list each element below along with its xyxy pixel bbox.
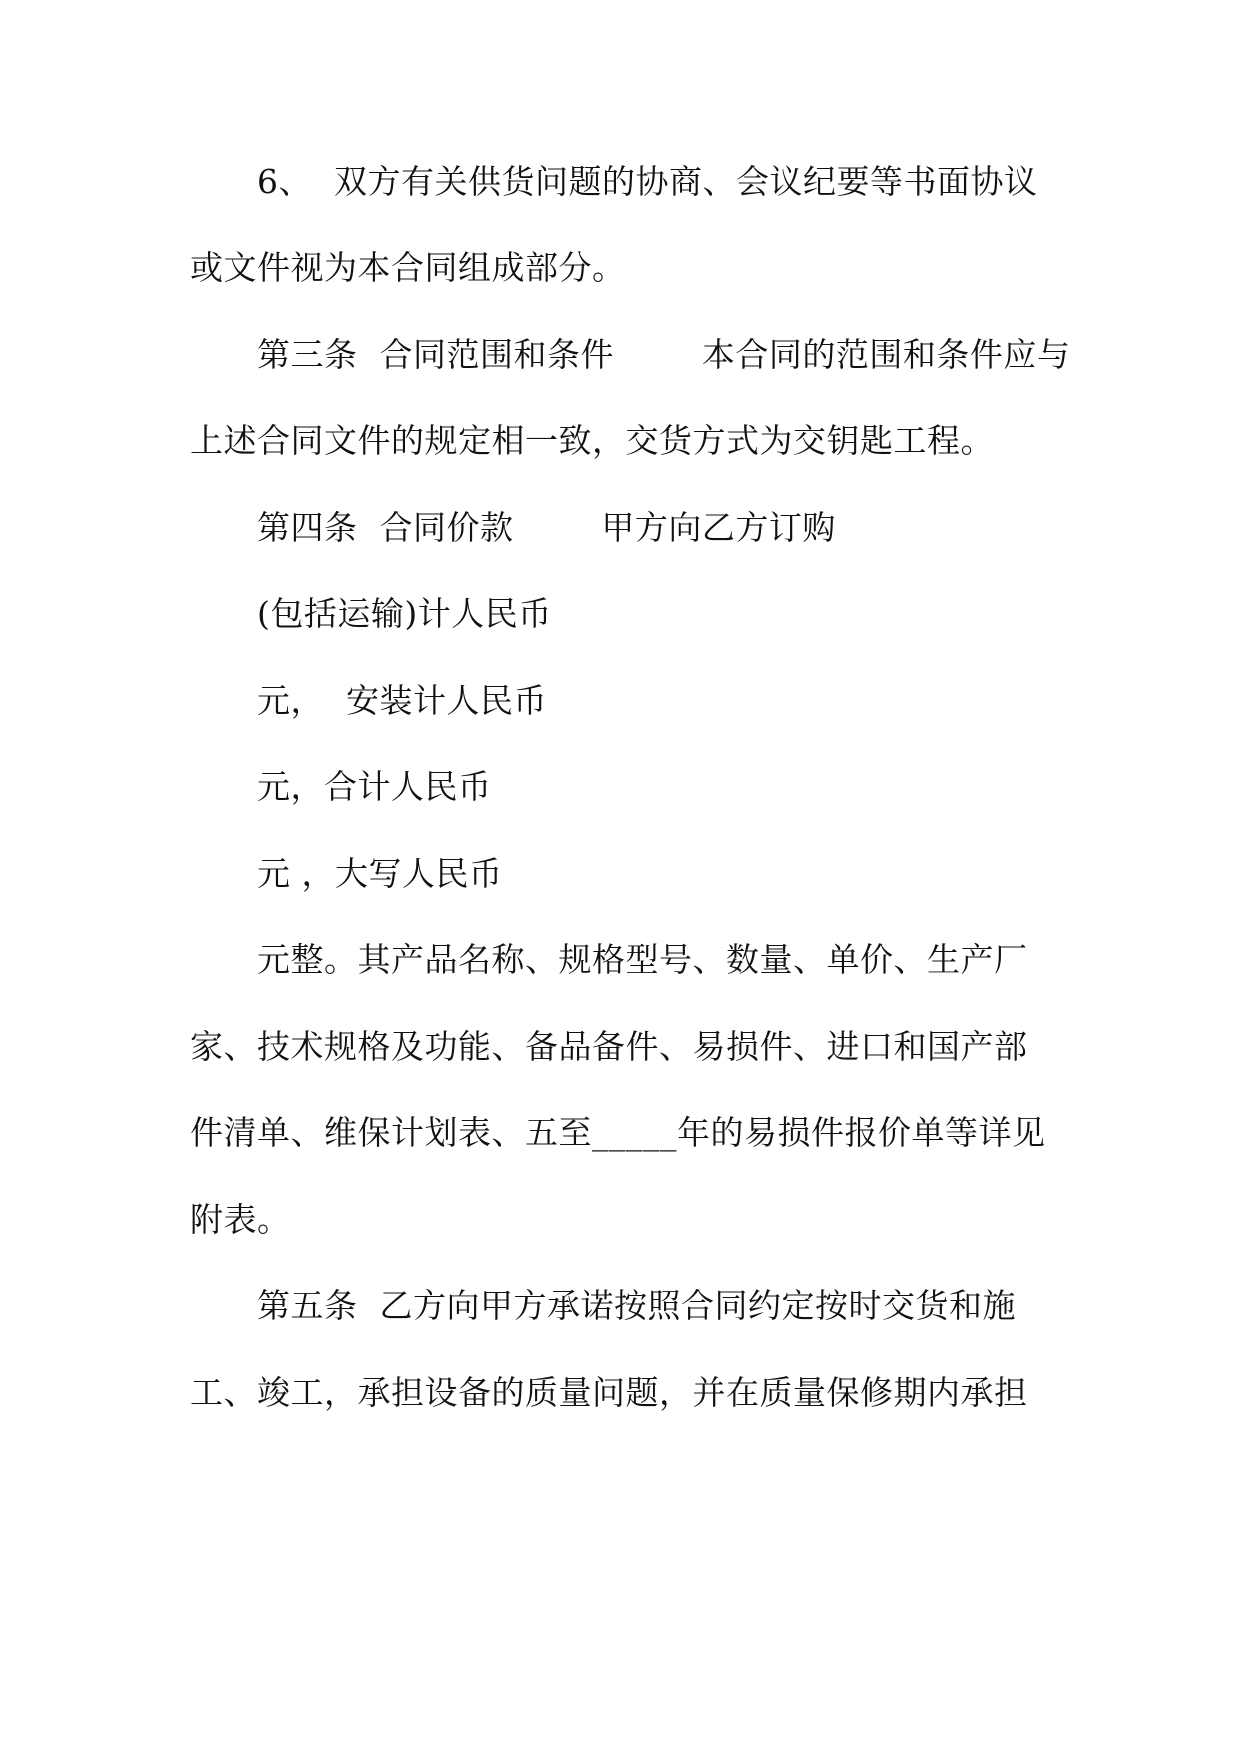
paragraph-line-10: 元整。其产品名称、规格型号、数量、单价、生产厂 [257, 940, 1028, 979]
article-4-heading-line: 第四条 合同价款 甲方向乙方订购 [257, 508, 836, 547]
paragraph-line-15: 工、竣工，承担设备的质量问题，并在质量保修期内承担 [190, 1373, 1028, 1412]
article-3-heading-line: 第三条 合同范围和条件 本合同的范围和条件应与 [257, 335, 1071, 374]
price-total-line: 元，合计人民币 [257, 767, 492, 806]
paragraph-line-12: 件清单、维保计划表、五至_____年的易损件报价单等详见 [190, 1113, 1046, 1152]
price-uppercase-line: 元 ，大写人民币 [257, 854, 503, 893]
article-5-heading-line: 第五条 乙方向甲方承诺按照合同约定按时交货和施 [257, 1286, 1016, 1325]
paragraph-line-4: 上述合同文件的规定相一致，交货方式为交钥匙工程。 [190, 421, 994, 460]
price-install-line: 元， 安装计人民币 [257, 681, 547, 720]
paragraph-line-13: 附表。 [190, 1200, 291, 1239]
price-transport-line: (包括运输)计人民币 [257, 594, 552, 633]
paragraph-line-1: 6、 双方有关供货问题的协商、会议纪要等书面协议 [257, 162, 1038, 201]
paragraph-line-11: 家、技术规格及功能、备品备件、易损件、进口和国产部 [190, 1027, 1028, 1066]
paragraph-line-2: 或文件视为本合同组成部分。 [190, 248, 626, 287]
